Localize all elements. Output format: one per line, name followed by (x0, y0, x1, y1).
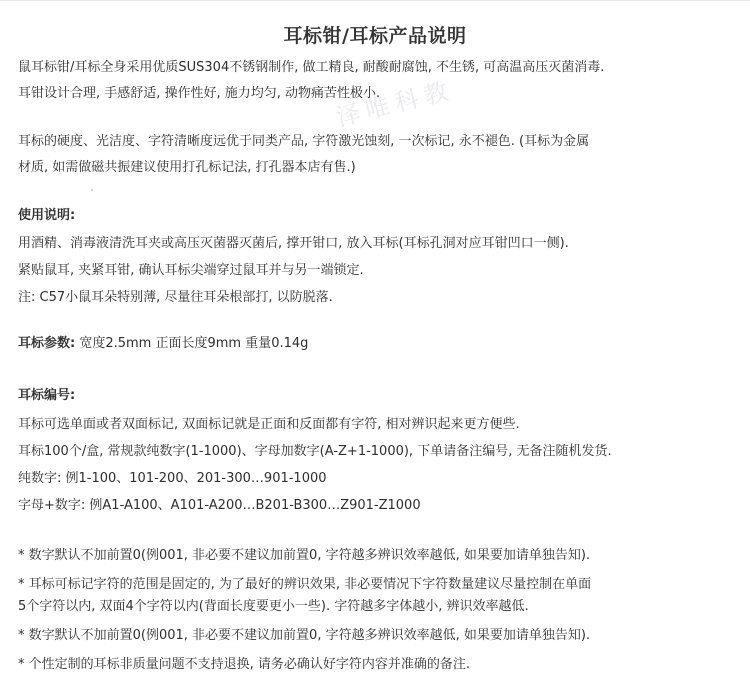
page-title: 耳标钳/耳标产品说明 (283, 25, 467, 47)
note-2: * 耳标可标记字符的范围是固定的, 为了最好的辨识效果, 非必要情况下字符数量建议尽量控制在单面 (18, 577, 592, 592)
usage-line-2: 紧贴鼠耳, 夹紧耳钳, 确认耳标尖端穿过鼠耳并与另一端锁定. (18, 263, 364, 278)
params-value: 宽度2.5mm 正面长度9mm 重量0.14g (75, 336, 309, 351)
intro-line-1: 鼠耳标钳/耳标全身采用优质SUS304不锈钢制作, 做工精良, 耐酸耐腐蚀, 不生锈, 可高温高压灭菌消毒. (18, 60, 605, 75)
numbering-line-4: 字母+数字: 例A1-A100、A101-A200…B201-B300…Z901-Z1000 (18, 498, 421, 513)
quality-line-1: 耳标的硬度、光洁度、字符清晰度远优于同类产品, 字符激光蚀刻, 一次标记, 永不褪色. (耳标为金属 (18, 134, 590, 149)
params-row (18, 336, 308, 352)
usage-heading: 使用说明: (18, 208, 76, 223)
numbering-line-1: 耳标可选单面或者双面标记, 双面标记就是正面和反面都有字符, 相对辨识起来更方便些. (18, 417, 520, 432)
watermark: 泽唯科教 (333, 75, 457, 132)
note-3: * 数字默认不加前置0(例001, 非必要不建议加前置0, 字符越多辨识效率越低, 如果要加请单独告知). (18, 628, 591, 643)
usage-line-3: 注: C57小鼠耳朵特别薄, 尽量往耳朵根部打, 以防脱落. (18, 290, 333, 305)
note-1: * 数字默认不加前置0(例001, 非必要不建议加前置0, 字符越多辨识效率越低, 如果要加请单独告知). (18, 548, 591, 563)
numbering-line-2: 耳标100个/盒, 常规款纯数字(1-1000)、字母加数字(A-Z+1-1000), 下单请备注编号, 无备注随机发货. (18, 444, 612, 459)
numbering-heading: 耳标编号: (18, 388, 76, 403)
decorative-dot (91, 189, 93, 191)
note-4: * 个性定制的耳标非质量问题不支持退换, 请务必确认好字符内容并准确的备注. (18, 657, 471, 672)
params-label: 耳标参数: (18, 336, 76, 351)
numbering-line-3: 纯数字: 例1-100、101-200、201-300…901-1000 (18, 471, 327, 486)
usage-line-1: 用酒精、消毒液清洗耳夹或高压灭菌器灭菌后, 撑开钳口, 放入耳标(耳标孔洞对应耳钳凹口一侧). (18, 236, 569, 251)
intro-line-2: 耳钳设计合理, 手感舒适, 操作性好, 施力均匀, 动物痛苦性极小. (18, 86, 381, 101)
note-2-continued: 5个字符以内, 双面4个字符以内(背面长度要更小一些). 字符越多字体越小, 辨识效率越低. (18, 599, 529, 614)
quality-line-2: 材质, 如需做磁共振建议使用打孔标记法, 打孔器本店有售.) (18, 160, 356, 175)
